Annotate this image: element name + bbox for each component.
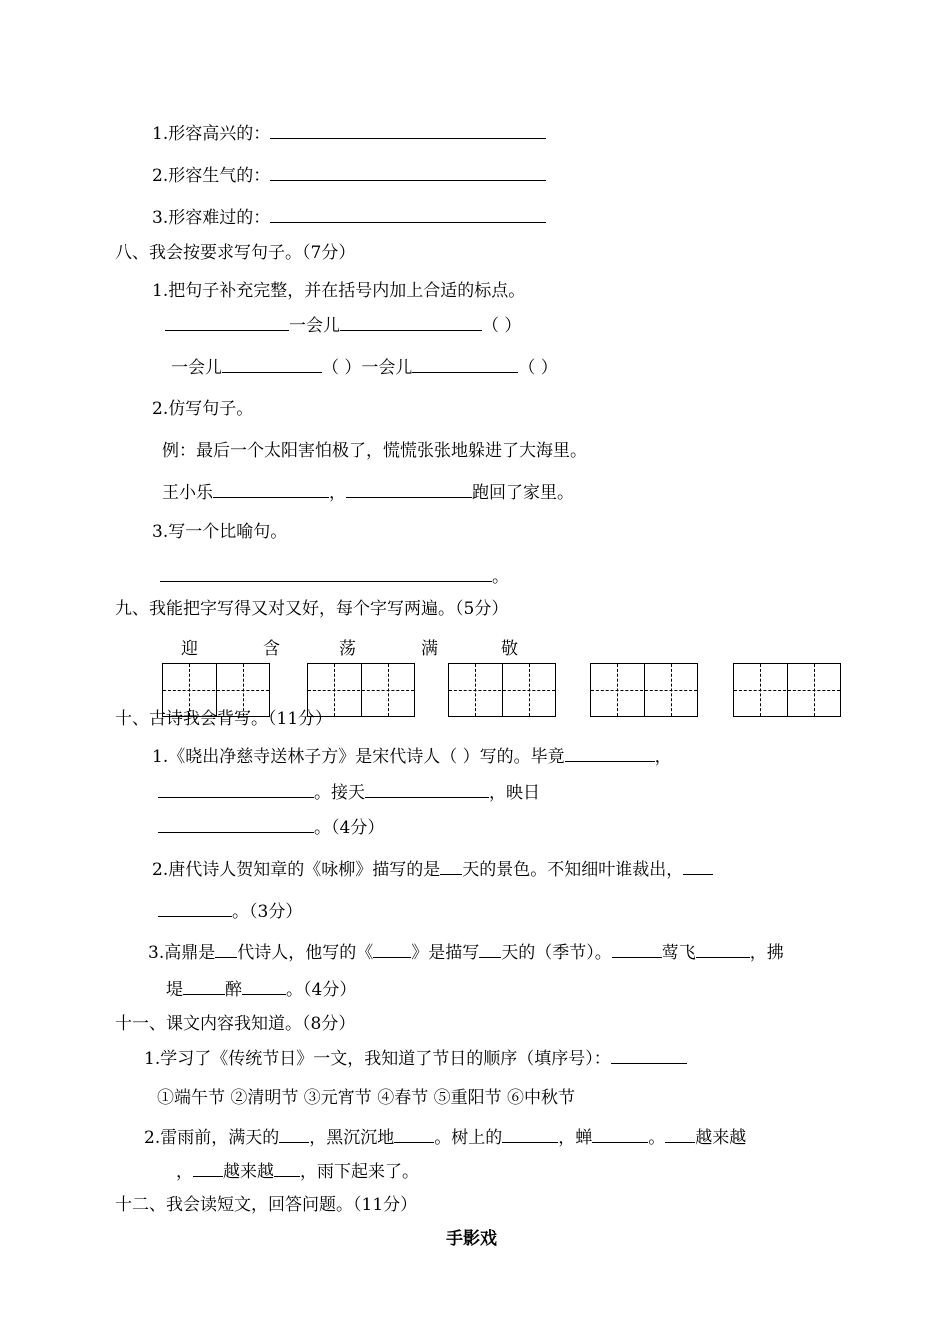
q10-p2-line1: 2.唐代诗人贺知章的《咏柳》描写的是 天的景色。不知细叶谁裁出， [152, 858, 713, 881]
q12-title: 十二、我会读短文，回答问题。（11分） [115, 1195, 418, 1215]
answer-blank[interactable] [270, 206, 546, 223]
writing-grid[interactable] [448, 663, 556, 717]
answer-blank[interactable] [270, 122, 546, 139]
answer-blank[interactable] [158, 816, 314, 833]
answer-blank[interactable] [394, 1126, 434, 1143]
q10-p3-line2: 堤 醉 。（4分） [166, 980, 357, 1000]
answer-blank[interactable] [373, 941, 411, 958]
q8-s3-answer-line: 。 [160, 565, 509, 588]
q9-char: 迎 [181, 639, 198, 659]
answer-blank[interactable] [340, 314, 482, 331]
q10-p2-line2: 。（3分） [158, 900, 302, 923]
answer-blank[interactable] [565, 745, 655, 762]
q11-p1: 1.学习了《传统节日》一文，我知道了节日的顺序（填序号）： [144, 1047, 687, 1070]
answer-blank[interactable] [165, 314, 289, 331]
q8-s3-instruction: 3.写一个比喻句。 [152, 522, 288, 542]
answer-blank[interactable] [158, 900, 232, 917]
q10-p1-line3: 。（4分） [158, 816, 384, 839]
answer-blank[interactable] [213, 481, 329, 498]
writing-grid[interactable] [590, 663, 698, 717]
q9-title: 九、我能把字写得又对又好，每个字写两遍。（5分） [115, 599, 509, 619]
answer-blank[interactable] [412, 356, 518, 373]
q8-s1-instruction: 1.把句子补充完整，并在括号内加上合适的标点。 [152, 281, 526, 301]
q11-festival-options: ①端午节 ②清明节 ③元宵节 ④春节 ⑤重阳节 ⑥中秋节 [157, 1088, 576, 1108]
q8-s1-line1: 一会儿 （ ） [165, 314, 521, 337]
answer-blank[interactable] [346, 481, 472, 498]
q8-s2-answer-line: 王小乐 ， 跑回了家里。 [162, 483, 574, 503]
answer-blank[interactable] [160, 565, 492, 582]
q10-p1-line1: 1.《晓出净慈寺送林子方》是宋代诗人（ ）写的。毕竟 ， [152, 747, 672, 767]
q9-char: 满 [421, 639, 438, 659]
q11-p2-line1: 2.雷雨前，满天的 ，黑沉沉地 。树上的 ，蝉 。 越来越 [144, 1128, 747, 1148]
answer-blank[interactable] [440, 858, 462, 875]
answer-blank[interactable] [612, 941, 662, 958]
q7-item-sad: 3.形容难过的： [152, 206, 546, 229]
answer-blank[interactable] [479, 941, 501, 958]
answer-blank[interactable] [665, 1126, 695, 1143]
answer-blank[interactable] [274, 1160, 300, 1177]
q7-item-happy: 1.形容高兴的： [152, 122, 546, 145]
q9-char: 含 [263, 639, 280, 659]
q10-title: 十、古诗我会背写。（11分） [115, 709, 333, 729]
passage-title: 手影戏 [446, 1229, 497, 1249]
q10-p3-line1: 3.高鼎是 代诗人，他写的《 》是描写 天的（季节）。 莺飞 ，拂 [148, 943, 784, 963]
answer-blank[interactable] [683, 858, 713, 875]
q11-p2-line2: ， 越来越 ，雨下起来了。 [176, 1162, 419, 1182]
writing-grid[interactable] [733, 663, 841, 717]
answer-blank[interactable] [592, 1126, 648, 1143]
q8-s2-instruction: 2.仿写句子。 [152, 399, 254, 419]
q8-title: 八、我会按要求写句子。（7分） [115, 243, 356, 263]
answer-blank[interactable] [158, 781, 314, 798]
answer-blank[interactable] [242, 978, 286, 995]
q11-title: 十一、课文内容我知道。（8分） [115, 1014, 356, 1034]
answer-blank[interactable] [365, 781, 489, 798]
q10-p1-line2: 。接天 ，映日 [158, 781, 540, 804]
answer-blank[interactable] [193, 1160, 223, 1177]
answer-blank[interactable] [279, 1126, 309, 1143]
q9-char: 敬 [501, 639, 518, 659]
answer-blank[interactable] [611, 1047, 687, 1064]
answer-blank[interactable] [696, 941, 750, 958]
q8-s2-example: 例：最后一个太阳害怕极了，慌慌张张地躲进了大海里。 [162, 441, 587, 461]
answer-blank[interactable] [183, 978, 225, 995]
answer-blank[interactable] [222, 356, 322, 373]
answer-blank[interactable] [270, 164, 546, 181]
q7-item-angry: 2.形容生气的： [152, 164, 546, 187]
q8-s1-line2: 一会儿 （ ）一会儿 （ ） [171, 358, 558, 378]
answer-blank[interactable] [502, 1126, 558, 1143]
q9-char: 荡 [339, 639, 356, 659]
answer-blank[interactable] [215, 941, 237, 958]
